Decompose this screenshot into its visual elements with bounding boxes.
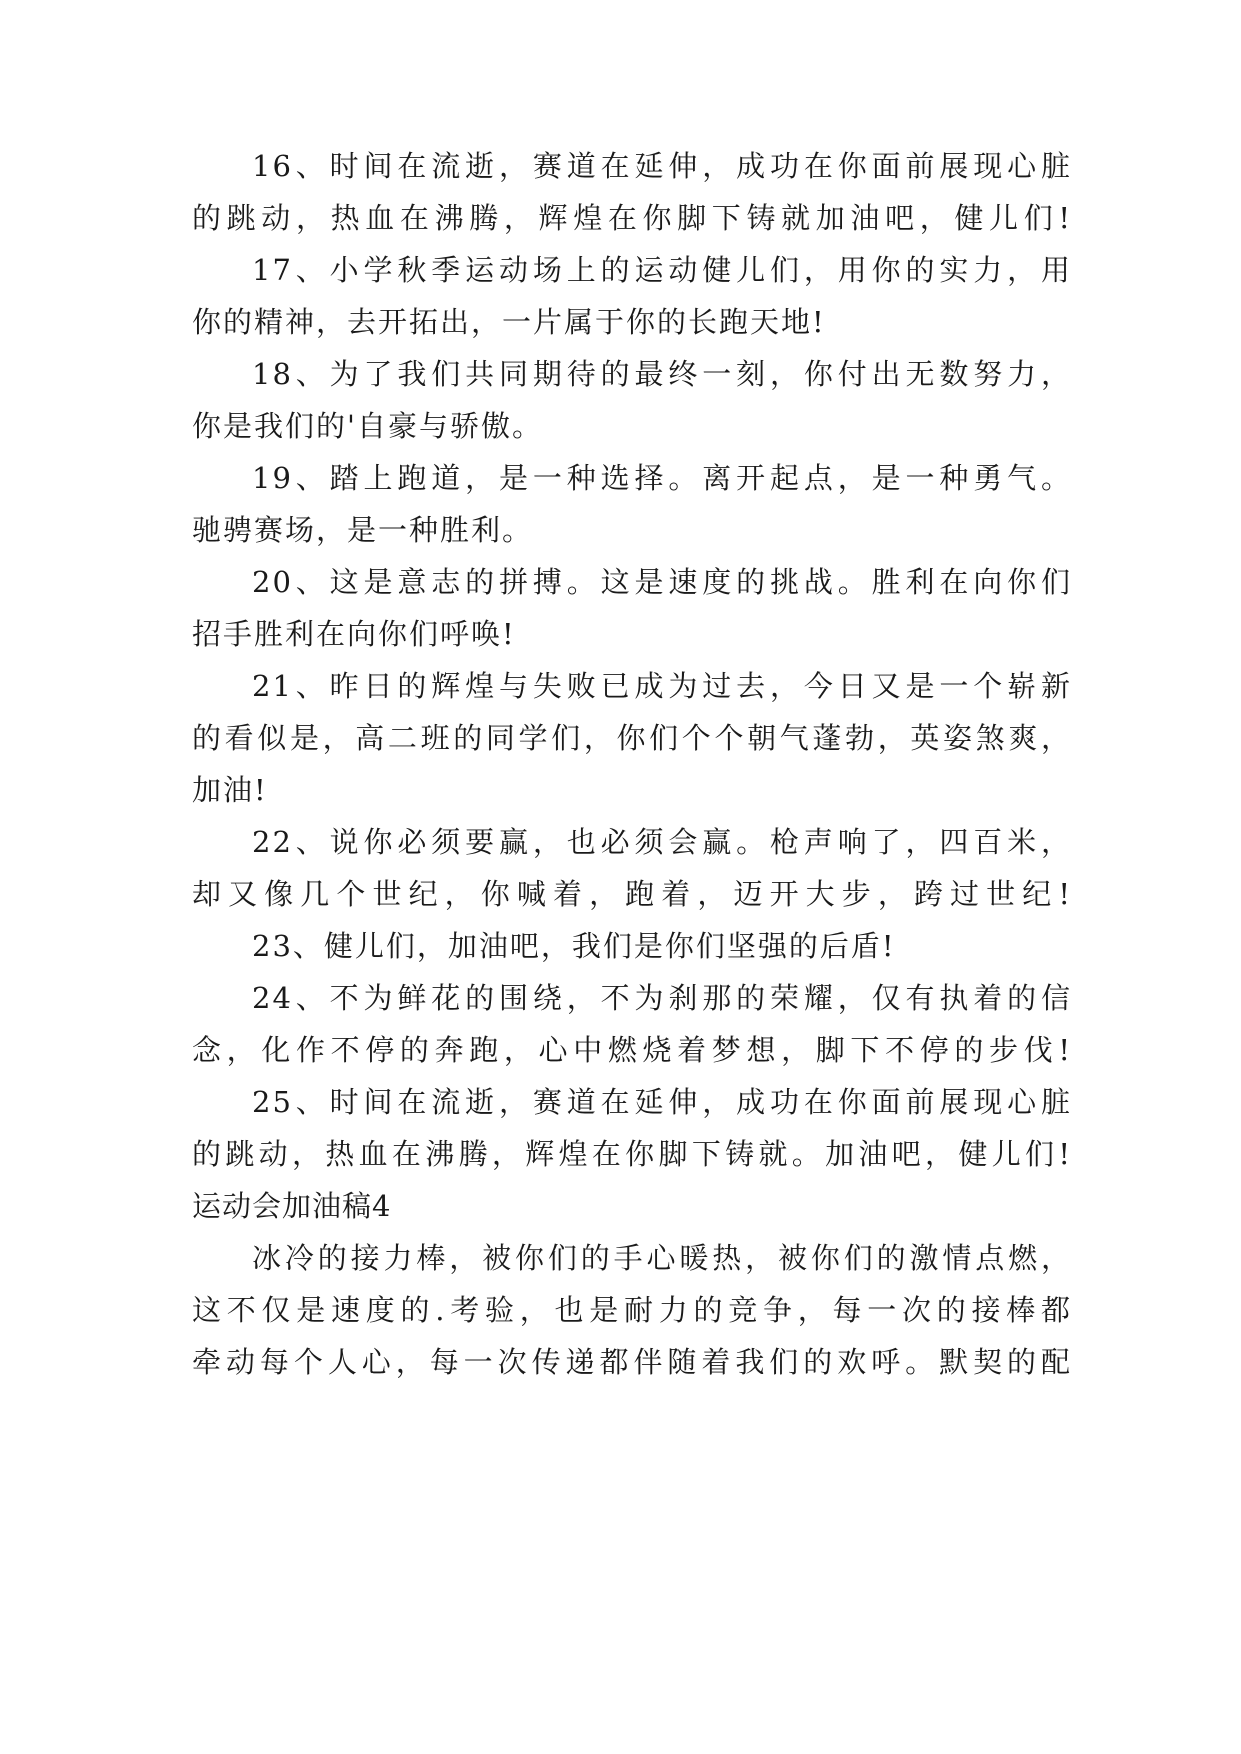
paragraph-19-line-1: 19、踏上跑道，是一种选择。离开起点，是一种勇气。 bbox=[252, 461, 1072, 495]
paragraph-16-line-1: 16、时间在流逝，赛道在延伸，成功在你面前展现心脏 bbox=[252, 149, 1072, 183]
paragraph-cheer-4-line-2: 这不仅是速度的.考验，也是耐力的竞争，每一次的接棒都 bbox=[192, 1293, 1072, 1327]
paragraph-22-line-2: 却又像几个世纪，你喊着，跑着，迈开大步，跨过世纪! bbox=[192, 877, 1072, 911]
paragraph-16-line-2: 的跳动，热血在沸腾，辉煌在你脚下铸就加油吧，健儿们! bbox=[192, 201, 1072, 235]
paragraph-21-line-1: 21、昨日的辉煌与失败已成为过去，今日又是一个崭新 bbox=[252, 669, 1072, 703]
paragraph-cheer-4-line-1: 冰冷的接力棒，被你们的手心暖热，被你们的激情点燃， bbox=[252, 1241, 1072, 1275]
paragraph-21-line-3: 加油! bbox=[192, 773, 268, 807]
paragraph-21-line-2: 的看似是，高二班的同学们，你们个个朝气蓬勃，英姿煞爽， bbox=[192, 721, 1072, 755]
paragraph-23-line-1: 23、健儿们，加油吧，我们是你们坚强的后盾! bbox=[252, 929, 896, 963]
paragraph-25-line-2: 的跳动，热血在沸腾，辉煌在你脚下铸就。加油吧，健儿们! bbox=[192, 1137, 1072, 1171]
paragraph-17-line-1: 17、小学秋季运动场上的运动健儿们，用你的实力，用 bbox=[252, 253, 1072, 287]
paragraph-20-line-1: 20、这是意志的拼搏。这是速度的挑战。胜利在向你们 bbox=[252, 565, 1072, 599]
paragraph-25-line-1: 25、时间在流逝，赛道在延伸，成功在你面前展现心脏 bbox=[252, 1085, 1072, 1119]
paragraph-20-line-2: 招手胜利在向你们呼唤! bbox=[192, 617, 516, 651]
section-heading: 运动会加油稿4 bbox=[192, 1189, 392, 1223]
paragraph-17-line-2: 你的精神，去开拓出，一片属于你的长跑天地! bbox=[192, 305, 826, 339]
paragraph-24-line-1: 24、不为鲜花的围绕，不为刹那的荣耀，仅有执着的信 bbox=[252, 981, 1072, 1015]
paragraph-24-line-2: 念，化作不停的奔跑，心中燃烧着梦想，脚下不停的步伐! bbox=[192, 1033, 1072, 1067]
paragraph-18-line-1: 18、为了我们共同期待的最终一刻，你付出无数努力， bbox=[252, 357, 1072, 391]
paragraph-18-line-2: 你是我们的'自豪与骄傲。 bbox=[192, 409, 543, 443]
paragraph-19-line-2: 驰骋赛场，是一种胜利。 bbox=[192, 513, 534, 547]
paragraph-22-line-1: 22、说你必须要赢，也必须会赢。枪声响了，四百米， bbox=[252, 825, 1072, 859]
paragraph-cheer-4-line-3: 牵动每个人心，每一次传递都伴随着我们的欢呼。默契的配 bbox=[192, 1345, 1072, 1379]
